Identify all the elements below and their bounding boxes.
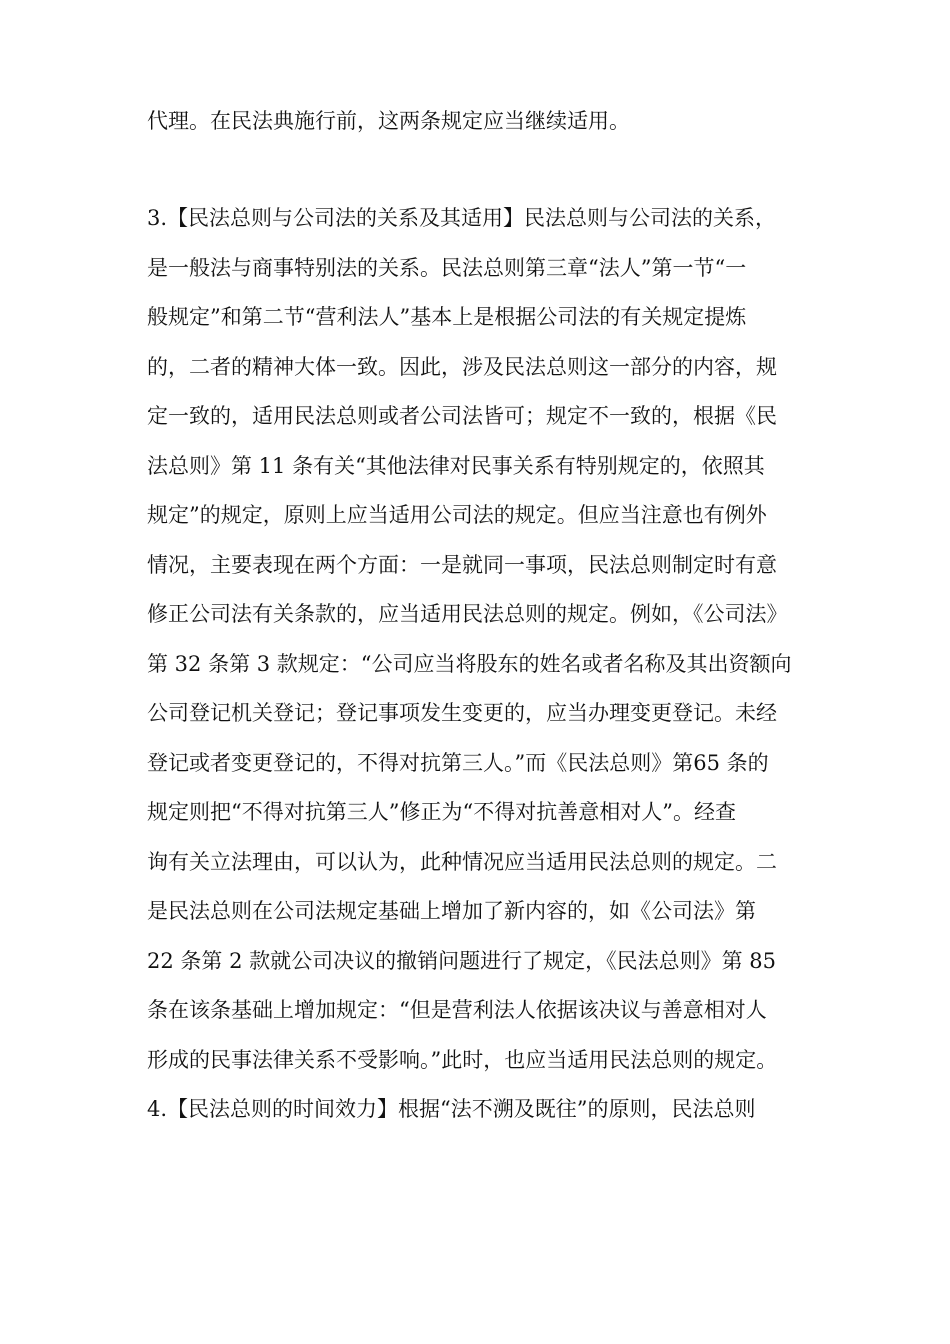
text-line: 是一般法与商事特别法的关系。民法总则第三章“法人”第一节“一: [147, 256, 747, 280]
text-line: 公司登记机关登记；登记事项发生变更的，应当办理变更登记。未经: [147, 701, 777, 725]
text-line: 是民法总则在公司法规定基础上增加了新内容的，如《公司法》第: [147, 899, 756, 923]
text-line: 规定”的规定，原则上应当适用公司法的规定。但应当注意也有例外: [147, 503, 767, 527]
text-line: 规定则把“不得对抗第三人”修正为“不得对抗善意相对人”。经查: [147, 800, 736, 824]
section-3-heading-line: 3.【民法总则与公司法的关系及其适用】民法总则与公司法的关系，: [147, 206, 777, 230]
text-line: 情况，主要表现在两个方面：一是就同一事项，民法总则制定时有意: [147, 553, 777, 577]
text-line: 询有关立法理由，可以认为，此种情况应当适用民法总则的规定。二: [147, 850, 777, 874]
text-line: 条在该条基础上增加规定：“但是营利法人依据该决议与善意相对人: [147, 998, 767, 1022]
text-line: 登记或者变更登记的，不得对抗第三人。”而《民法总则》第65 条的: [147, 751, 769, 775]
text-line: 4.【民法总则的时间效力】根据“法不溯及既往”的原则，民法总则: [147, 1097, 756, 1121]
text-line: 代理。在民法典施行前，这两条规定应当继续适用。: [147, 109, 630, 133]
text-line: 形成的民事法律关系不受影响。”此时，也应当适用民法总则的规定。: [147, 1048, 778, 1072]
text-line: 第 32 条第 3 款规定：“公司应当将股东的姓名或者名称及其出资额向: [147, 652, 792, 676]
text-line: 定一致的，适用民法总则或者公司法皆可；规定不一致的，根据《民: [147, 404, 777, 428]
text-line: 般规定”和第二节“营利法人”基本上是根据公司法的有关规定提炼: [147, 305, 747, 329]
text-line: 修正公司法有关条款的，应当适用民法总则的规定。例如，《公司法》: [147, 602, 788, 626]
text-line: 法总则》第 11 条有关“其他法律对民事关系有特别规定的，依照其: [147, 454, 765, 478]
text-line: 的，二者的精神大体一致。因此，涉及民法总则这一部分的内容，规: [147, 355, 777, 379]
text-line: 22 条第 2 款就公司决议的撤销问题进行了规定，《民法总则》第 85: [147, 949, 777, 973]
